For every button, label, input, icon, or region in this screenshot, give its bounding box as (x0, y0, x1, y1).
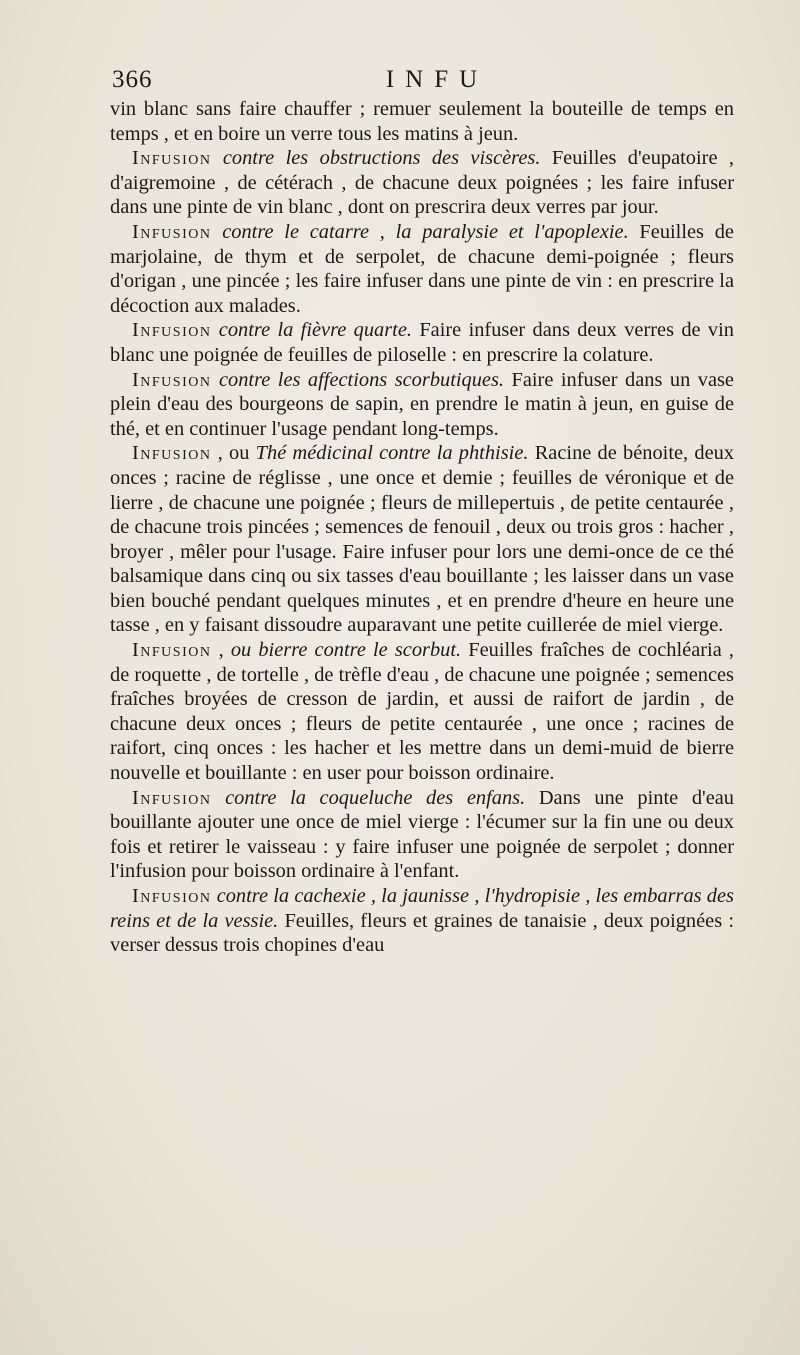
entry-text: Feuilles d'eupatoire , d'aigremoine , de cétérach , de chacune deux poignées ; les faire infuser dans une pinte de vin blanc , dont on prescrira deux verres par jour. (110, 147, 735, 219)
entry-text: Dans une pinte d'eau bouillante ajouter une once de miel vierge : l'écumer sur la fin une ou deux fois et retirer le vaisseau : y faire infuser une poignée de serpolet ; donner l'infusion pour boisson ordinaire à l'enfant. (110, 786, 734, 883)
page-number: 366 (112, 66, 153, 93)
entry-text: Faire infuser dans deux verres de vin blanc une poignée de feuilles de piloselle : en prescrire la colature. (110, 319, 734, 366)
entry-text: Feuilles de marjolaine, de thym et de serpolet, de chacune demi-poignée ; fleurs d'origan , une pincée ; les faire infuser dans une pinte de vin : en prescrire la décoction aux malades. (110, 220, 734, 317)
page-body (110, 97, 734, 958)
entry-fievre-quarte (110, 318, 734, 367)
entry-keyword: Infusion (132, 319, 212, 342)
entry-keyword: Infusion (132, 786, 212, 809)
paragraph-text: vin blanc sans faire chauffer ; remuer seulement la bouteille de temps en temps , et en boire un verre tous les matins à jeun. (110, 98, 734, 145)
entry-title: contre la cachexie , la jaunisse , l'hydropisie , les embarras des reins et de la vessie. (110, 885, 734, 932)
entry-text: Feuilles fraîches de cochléaria , de roquette , de tortelle , de trèfle d'eau , de chacune une poignée ; semences fraîches broyées de cresson de jardin, et aussi de raifort de jardin , de chacune deux onces ; fleurs de petite centaurée , une once ; racines de raifort, cinq onces : les hacher et les mettre dans un demi-muid de bierre nouvelle et bouillante : en user pour boisson ordinaire. (110, 639, 734, 785)
page-header (112, 66, 736, 96)
entry-title: contre les obstructions des viscères. (211, 147, 541, 170)
entry-text: Faire infuser dans un vase plein d'eau des bourgeons de sapin, en prendre le matin à jeun, en guise de thé, et en continuer l'usage pendant long-temps. (110, 368, 734, 440)
entry-keyword: Infusion (132, 885, 212, 907)
entry-catarre (110, 220, 734, 318)
entry-title: ou bierre contre le scorbut. (230, 639, 462, 662)
entry-title: Thé médicinal contre la phthisie. (255, 442, 529, 465)
paragraph-continuation (110, 97, 734, 146)
entry-connector: , (211, 639, 231, 662)
entry-keyword: Infusion (132, 368, 212, 391)
entry-coqueluche (110, 786, 734, 884)
entry-title: contre les affections scorbutiques. (211, 368, 505, 391)
entry-keyword: Infusion (132, 442, 212, 465)
entry-text: Feuilles, fleurs et graines de tanaisie , deux poignées : verser dessus trois chopines d'eau (110, 909, 734, 957)
entry-title: contre la coqueluche des enfans. (211, 786, 526, 809)
entry-keyword: Infusion (132, 639, 212, 662)
entry-connector: , ou (211, 442, 256, 465)
entry-keyword: Infusion (132, 220, 212, 243)
running-head: INFU (385, 66, 489, 93)
entry-cachexie (110, 884, 734, 958)
entry-keyword: Infusion (132, 147, 212, 170)
entry-the-medicinal (110, 441, 734, 638)
entry-scorbutiques (110, 368, 734, 442)
entry-bierre-scorbut (110, 638, 734, 786)
entry-text: Racine de bénoite, deux onces ; racine de réglisse , une once et demie ; feuilles de véronique et de lierre , de chacune une poignée ; fleurs de millepertuis , de petite centaurée , de chacune trois pincées ; semences de fenouil , deux ou trois gros : hacher , broyer , mêler pour l'usage. Faire infuser pour lors une demi-once de ce thé balsamique dans cinq ou six tasses d'eau bouillante ; les laisser dans un vase bien bouché pendant quelques minutes , et en prendre d'heure en heure une tasse , en y faisant dissoudre auparavant une petite cuillerée de miel vierge. (110, 442, 735, 637)
entry-obstructions (110, 146, 734, 220)
entry-title: contre le catarre , la paralysie et l'apoplexie. (211, 220, 629, 243)
entry-title: contre la fièvre quarte. (211, 319, 412, 342)
